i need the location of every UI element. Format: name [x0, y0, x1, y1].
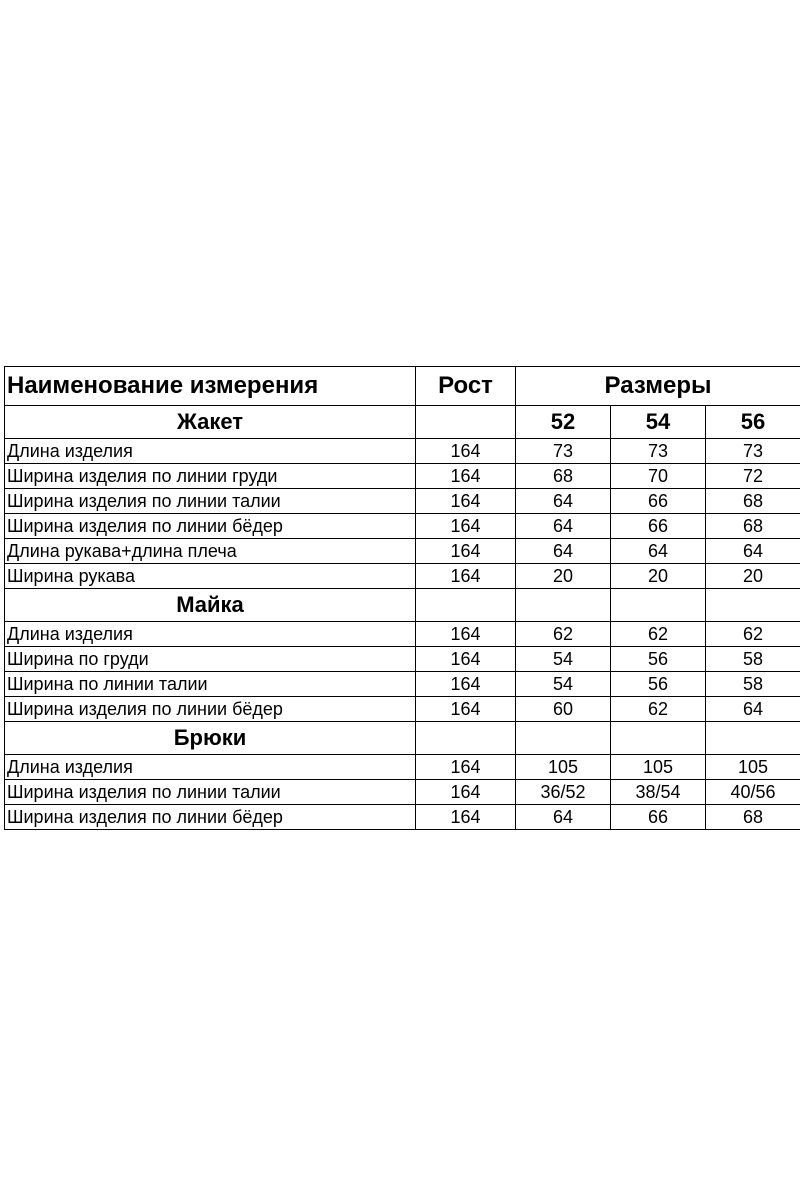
size-value-52: 60 — [516, 697, 611, 722]
size-value-56: 68 — [706, 805, 800, 830]
size-value-56: 68 — [706, 514, 800, 539]
size-value-52: 73 — [516, 439, 611, 464]
measurement-name: Ширина рукава — [5, 564, 416, 589]
section-height-cell — [416, 722, 516, 755]
measurement-row — [5, 514, 800, 539]
height-value: 164 — [416, 464, 516, 489]
measurement-row — [5, 539, 800, 564]
section-height-cell — [416, 589, 516, 622]
section-height-cell — [416, 406, 516, 439]
height-value: 164 — [416, 672, 516, 697]
size-value-52: 64 — [516, 805, 611, 830]
size-label-cell — [516, 589, 611, 622]
height-value: 164 — [416, 489, 516, 514]
size-value-54: 105 — [611, 755, 706, 780]
measurement-row — [5, 697, 800, 722]
measurement-row — [5, 805, 800, 830]
measurement-name: Длина изделия — [5, 622, 416, 647]
measurement-name: Ширина изделия по линии груди — [5, 464, 416, 489]
measurement-name: Ширина изделия по линии бёдер — [5, 514, 416, 539]
measurement-name: Ширина по груди — [5, 647, 416, 672]
height-value: 164 — [416, 539, 516, 564]
size-value-56: 20 — [706, 564, 800, 589]
size-value-56: 58 — [706, 672, 800, 697]
size-value-54: 56 — [611, 647, 706, 672]
size-value-56: 64 — [706, 697, 800, 722]
size-chart-body — [5, 367, 800, 830]
height-value: 164 — [416, 697, 516, 722]
size-value-56: 73 — [706, 439, 800, 464]
height-value: 164 — [416, 780, 516, 805]
measurement-row — [5, 489, 800, 514]
size-value-52: 20 — [516, 564, 611, 589]
size-value-54: 56 — [611, 672, 706, 697]
measurement-row — [5, 439, 800, 464]
size-label-cell — [611, 722, 706, 755]
size-value-54: 66 — [611, 805, 706, 830]
size-value-52: 64 — [516, 514, 611, 539]
size-value-54: 20 — [611, 564, 706, 589]
height-value: 164 — [416, 647, 516, 672]
size-label-cell — [706, 722, 800, 755]
height-value: 164 — [416, 514, 516, 539]
size-value-54: 66 — [611, 514, 706, 539]
measurement-row — [5, 564, 800, 589]
header-measurement-name: Наименование измерения — [5, 367, 416, 406]
section-row — [5, 406, 800, 439]
size-value-54: 62 — [611, 622, 706, 647]
size-value-54: 66 — [611, 489, 706, 514]
size-value-52: 68 — [516, 464, 611, 489]
measurement-name: Длина рукава+длина плеча — [5, 539, 416, 564]
size-label-cell — [516, 722, 611, 755]
height-value: 164 — [416, 439, 516, 464]
size-value-56: 68 — [706, 489, 800, 514]
measurement-name: Длина изделия — [5, 439, 416, 464]
header-height: Рост — [416, 367, 516, 406]
size-value-52: 64 — [516, 489, 611, 514]
size-value-52: 64 — [516, 539, 611, 564]
measurement-row — [5, 622, 800, 647]
size-value-56: 62 — [706, 622, 800, 647]
size-value-52: 105 — [516, 755, 611, 780]
measurement-name: Ширина изделия по линии бёдер — [5, 697, 416, 722]
size-value-54: 70 — [611, 464, 706, 489]
measurement-name: Ширина изделия по линии бёдер — [5, 805, 416, 830]
height-value: 164 — [416, 805, 516, 830]
measurement-row — [5, 647, 800, 672]
size-value-56: 40/56 — [706, 780, 800, 805]
size-chart-table — [4, 366, 800, 830]
size-value-56: 64 — [706, 539, 800, 564]
size-value-56: 105 — [706, 755, 800, 780]
size-label-cell — [706, 589, 800, 622]
size-value-56: 72 — [706, 464, 800, 489]
measurement-row — [5, 780, 800, 805]
section-title: Жакет — [5, 406, 416, 439]
header-sizes: Размеры — [516, 367, 800, 406]
measurement-name: Длина изделия — [5, 755, 416, 780]
measurement-name: Ширина изделия по линии талии — [5, 780, 416, 805]
height-value: 164 — [416, 622, 516, 647]
size-value-56: 58 — [706, 647, 800, 672]
size-value-54: 38/54 — [611, 780, 706, 805]
section-title: Майка — [5, 589, 416, 622]
size-value-52: 54 — [516, 672, 611, 697]
height-value: 164 — [416, 755, 516, 780]
height-value: 164 — [416, 564, 516, 589]
measurement-row — [5, 464, 800, 489]
size-value-54: 62 — [611, 697, 706, 722]
header-row — [5, 367, 800, 406]
size-value-52: 54 — [516, 647, 611, 672]
section-title: Брюки — [5, 722, 416, 755]
size-value-54: 73 — [611, 439, 706, 464]
size-label-cell: 52 — [516, 406, 611, 439]
size-label-cell: 56 — [706, 406, 800, 439]
measurement-row — [5, 672, 800, 697]
section-row — [5, 722, 800, 755]
size-label-cell: 54 — [611, 406, 706, 439]
section-row — [5, 589, 800, 622]
measurement-row — [5, 755, 800, 780]
size-label-cell — [611, 589, 706, 622]
size-value-52: 62 — [516, 622, 611, 647]
size-value-52: 36/52 — [516, 780, 611, 805]
measurement-name: Ширина изделия по линии талии — [5, 489, 416, 514]
size-value-54: 64 — [611, 539, 706, 564]
measurement-name: Ширина по линии талии — [5, 672, 416, 697]
